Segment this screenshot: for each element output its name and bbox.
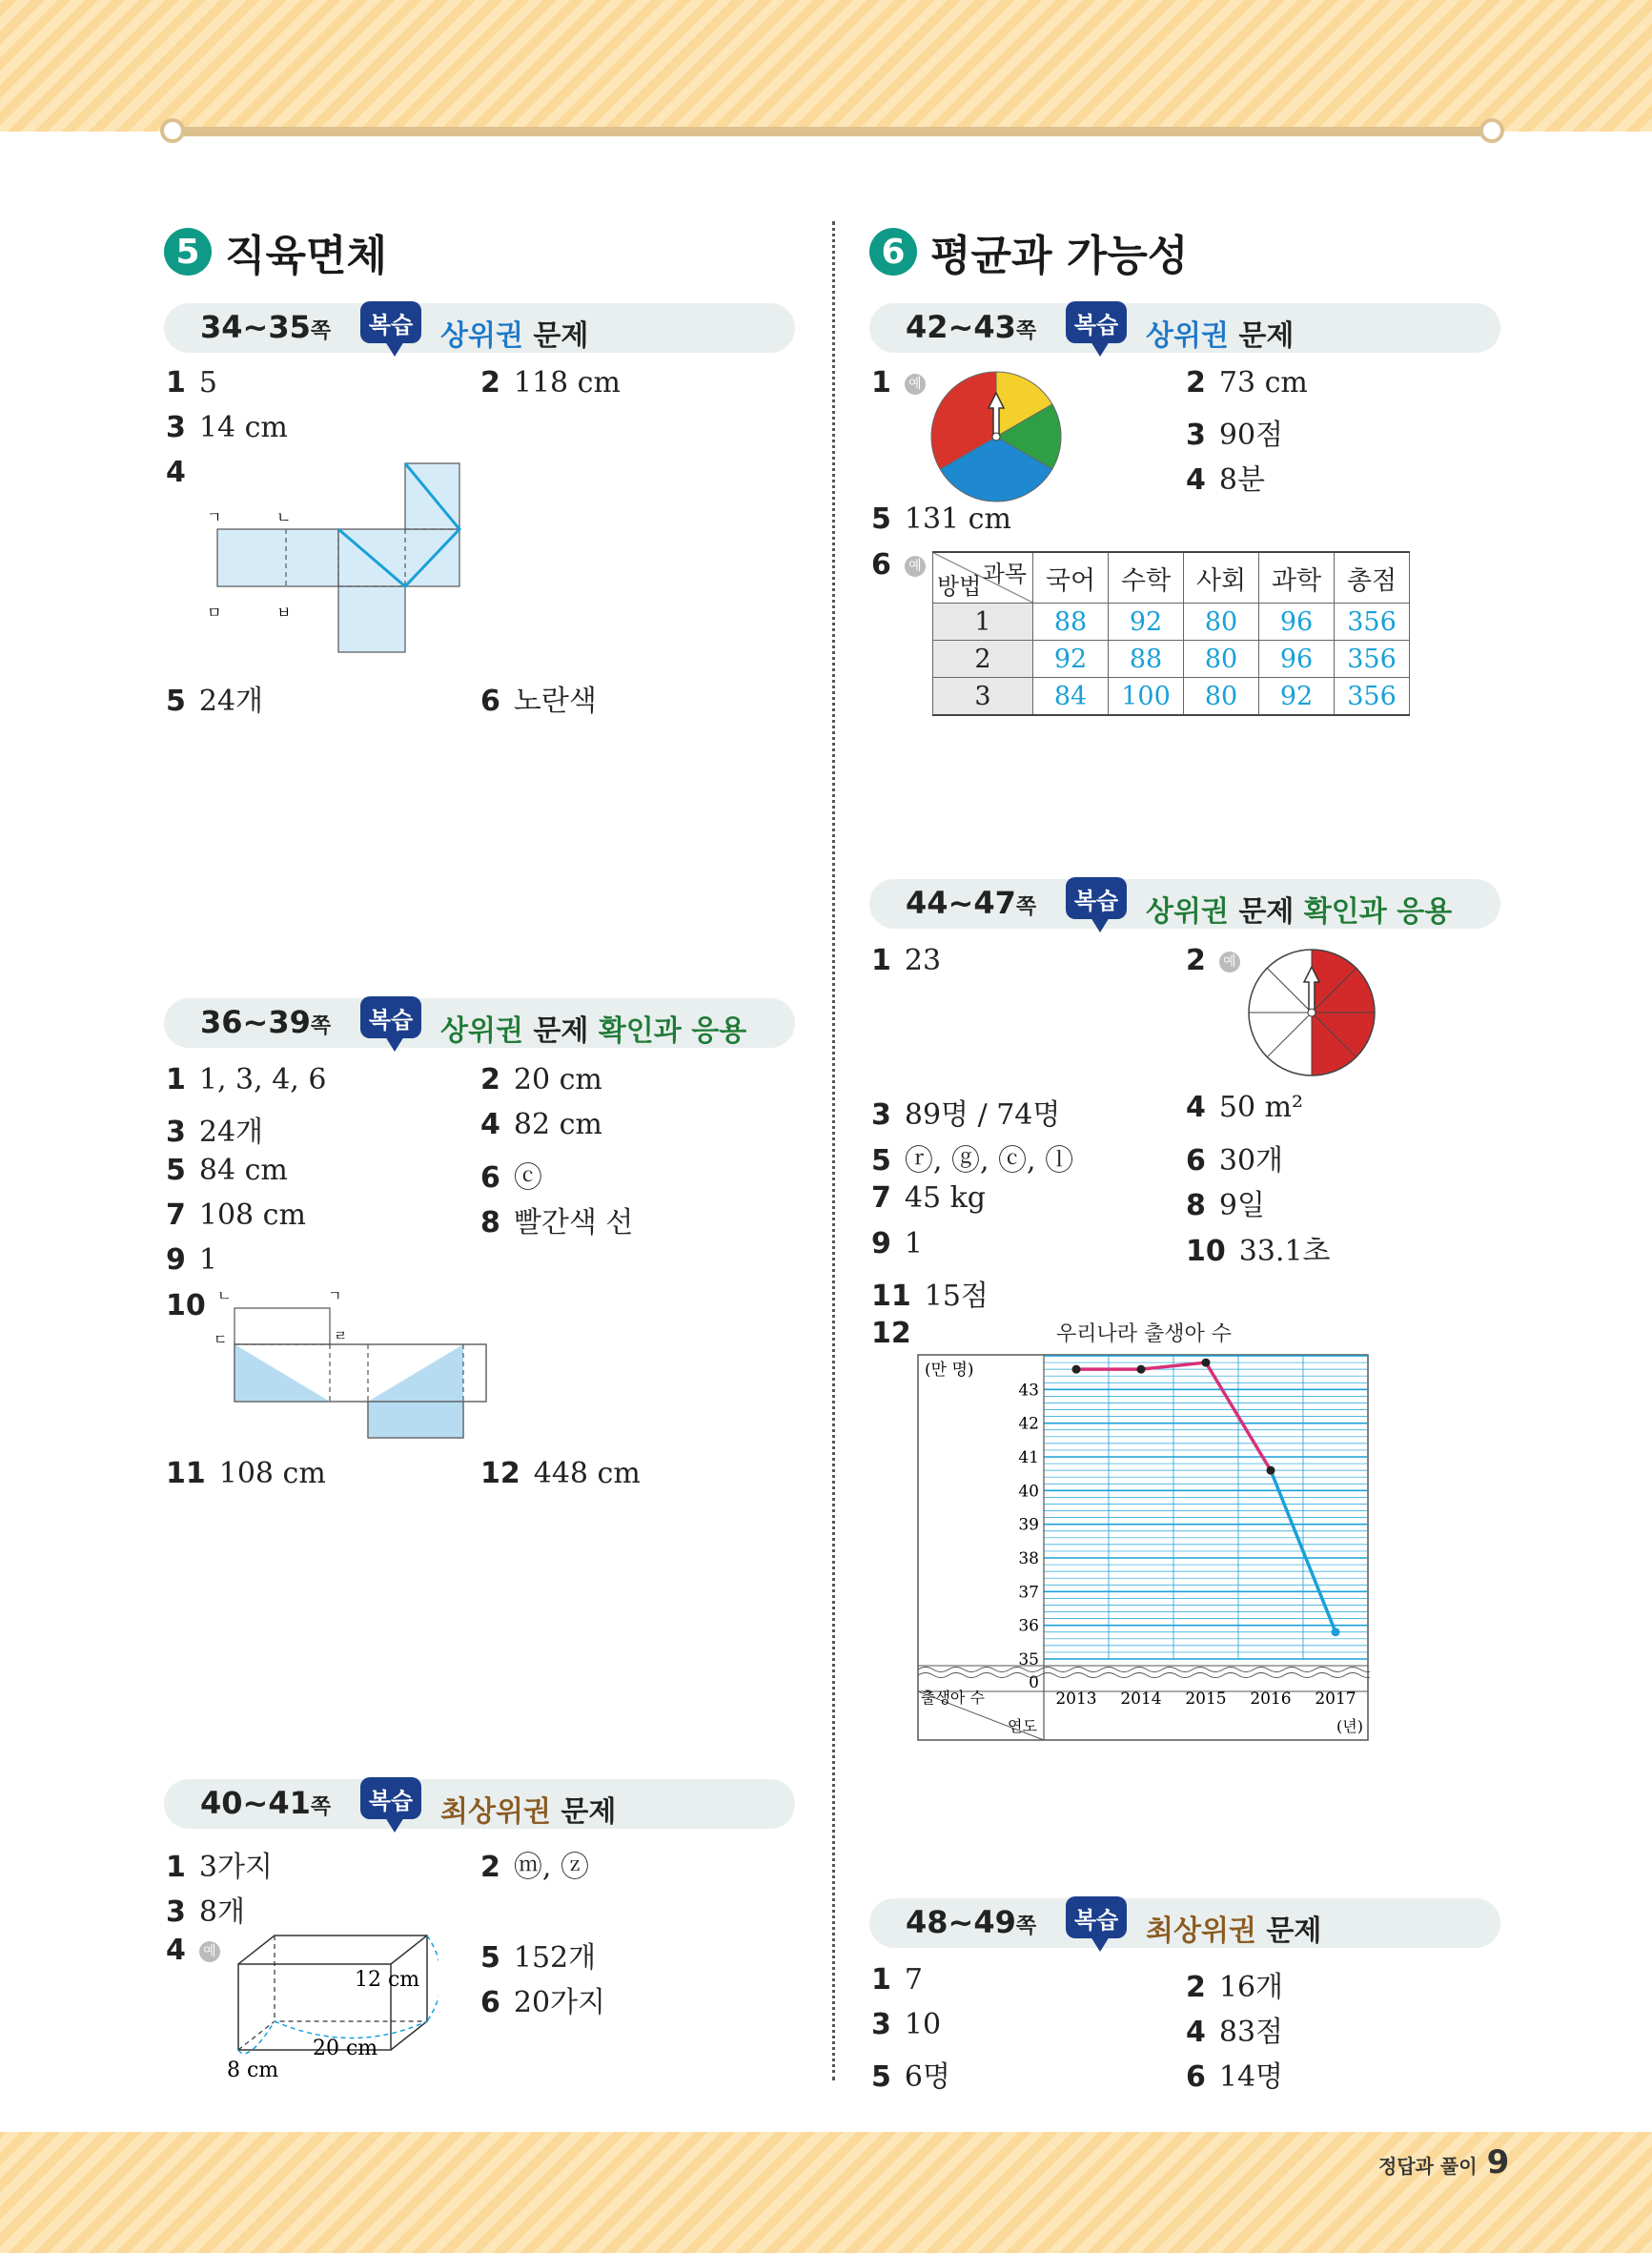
answer-item: 6 20가지 [480, 1986, 606, 2019]
table-header: 사회 [1184, 552, 1259, 604]
top-decor-band [0, 0, 1652, 132]
answer-item: 2 73 cm [1186, 366, 1308, 399]
chart-title: 우리나라 출생아 수 [1056, 1322, 1233, 1346]
section-title: 최상위권 문제 [440, 1795, 617, 1829]
x-tick-label: 2013 [1055, 1690, 1097, 1709]
y-tick-label: 38 [1018, 1549, 1039, 1568]
answer-item: 4 예 [166, 1934, 220, 1967]
answer-item: 1 3가지 [166, 1851, 273, 1884]
section-title: 상위권 문제 확인과 응용 [440, 1014, 747, 1048]
answer-item: 6 노란색 [480, 685, 597, 718]
answer-item: 6 ⓒ [480, 1161, 542, 1195]
y-tick-label: 43 [1018, 1381, 1039, 1401]
answer-item: 11 108 cm [166, 1457, 326, 1490]
net-label: ㅂ [276, 604, 292, 622]
review-badge: 복습 [360, 996, 421, 1038]
chart-xlabel: 연도 [1008, 1717, 1037, 1735]
page-number: 9 [1486, 2143, 1510, 2181]
answer-item: 9 1 [871, 1227, 923, 1260]
y-tick-label: 37 [1018, 1583, 1039, 1603]
answer-item: 3 24개 [166, 1116, 264, 1149]
answer-item: 5 24개 [166, 685, 264, 718]
review-badge: 복습 [1066, 301, 1127, 343]
table-header: 수학 [1109, 552, 1184, 604]
example-mark: 예 [905, 556, 926, 577]
answer-item: 3 89명 / 74명 [871, 1098, 1061, 1132]
rule-end-left [160, 118, 185, 143]
table-row: 2 92 88 80 96 356 [933, 641, 1410, 678]
answer-item: 1 1, 3, 4, 6 [166, 1063, 327, 1096]
chart-ylabel: (만 명) [925, 1361, 974, 1380]
birth-line-chart [917, 1354, 1370, 1743]
example-mark: 예 [905, 374, 926, 395]
dimension-label: 8 cm [227, 2058, 279, 2082]
answer-item: 10 33.1초 [1186, 1235, 1331, 1268]
data-point [1332, 1628, 1340, 1636]
section-title: 상위권 문제 확인과 응용 [1146, 895, 1453, 929]
table-header: 총점 [1335, 552, 1410, 604]
section-pages: 48~49쪽 [906, 1904, 1037, 1940]
answer-item: 3 10 [871, 2008, 942, 2041]
chapter-title-text: 평균과 가능성 [930, 232, 1189, 280]
column-divider [832, 221, 835, 2080]
section-pages: 42~43쪽 [906, 309, 1037, 345]
section-pages: 36~39쪽 [200, 1004, 332, 1040]
rule-end-right [1479, 118, 1504, 143]
answer-item: 12 [871, 1317, 911, 1350]
answer-item: 2 118 cm [480, 366, 621, 399]
y-tick-label: 0 [1029, 1673, 1039, 1692]
table-header: 과학 [1259, 552, 1335, 604]
section-bar-34-35 [164, 303, 795, 353]
answer-item: 3 14 cm [166, 411, 288, 444]
answer-item: 9 1 [166, 1243, 217, 1277]
review-badge: 복습 [1066, 1896, 1127, 1938]
answer-item: 7 108 cm [166, 1198, 306, 1232]
answer-item: 10 [166, 1289, 206, 1322]
chapter-6-title [869, 221, 1188, 282]
net-label: ㄴ [276, 508, 292, 526]
answer-item: 5 6명 [871, 2060, 950, 2094]
footer-text: 정답과 풀이 [1378, 2155, 1478, 2178]
review-badge: 복습 [360, 1777, 421, 1819]
section-pages: 40~41쪽 [200, 1785, 332, 1821]
y-tick-label: 41 [1018, 1448, 1039, 1467]
example-mark: 예 [1219, 952, 1240, 973]
net-diagram-2 [212, 1287, 517, 1444]
chapter-number: 6 [869, 228, 917, 276]
net-label: ㅁ [207, 604, 222, 622]
section-bar-48-49 [869, 1898, 1500, 1948]
y-tick-label: 36 [1018, 1616, 1039, 1636]
page-footer [1378, 2143, 1509, 2181]
answer-item: 1 23 [871, 944, 942, 977]
answer-item: 4 82 cm [480, 1108, 602, 1141]
answer-item: 3 90점 [1186, 419, 1284, 452]
answer-item: 12 448 cm [480, 1457, 641, 1490]
section-title: 상위권 문제 [1146, 319, 1295, 353]
data-point [1202, 1359, 1211, 1367]
table-row: 1 88 92 80 96 356 [933, 604, 1410, 641]
chart-xunit: (년) [1336, 1717, 1363, 1735]
answer-item: 5 131 cm [871, 502, 1011, 536]
net-label: ㄴ [217, 1287, 232, 1304]
section-pages: 44~47쪽 [906, 885, 1037, 921]
answer-item: 4 8분 [1186, 463, 1265, 497]
section-bar-44-47 [869, 879, 1500, 929]
section-bar-36-39 [164, 998, 795, 1048]
answer-item: 3 8개 [166, 1895, 245, 1929]
data-point [1267, 1466, 1275, 1475]
chart-corner-label: 출생아 수 [921, 1689, 985, 1707]
chapter-title-text: 직육면체 [225, 232, 388, 280]
answer-item: 4 [166, 456, 186, 489]
y-tick-label: 42 [1018, 1414, 1039, 1434]
answer-item: 4 83점 [1186, 2016, 1284, 2049]
answer-item: 1 7 [871, 1963, 923, 1997]
net-label: ㄷ [214, 1331, 228, 1348]
x-tick-label: 2017 [1315, 1690, 1356, 1709]
answer-item: 4 50 m² [1186, 1091, 1304, 1124]
net-label: ㄱ [207, 508, 222, 526]
net-label: ㄱ [328, 1287, 342, 1304]
review-badge: 복습 [360, 301, 421, 343]
x-tick-label: 2016 [1250, 1690, 1292, 1709]
answer-item: 7 45 kg [871, 1181, 986, 1215]
y-tick-label: 35 [1018, 1650, 1039, 1669]
x-tick-label: 2014 [1120, 1690, 1162, 1709]
answer-item: 5 84 cm [166, 1154, 288, 1187]
answer-item: 6 14명 [1186, 2060, 1284, 2094]
answer-item: 1 5 [166, 366, 217, 399]
section-bar-40-41 [164, 1779, 795, 1829]
section-pages: 34~35쪽 [200, 309, 332, 345]
data-point [1137, 1365, 1146, 1374]
answer-item: 2 ⓜ, ⓩ [480, 1851, 589, 1884]
answer-item: 2 16개 [1186, 1971, 1284, 2004]
spinner-1 [929, 370, 1063, 503]
table-corner: 과목 방법 [933, 552, 1033, 604]
net-label: ㄹ [334, 1327, 348, 1344]
spinner-2 [1247, 948, 1377, 1077]
section-bar-42-43 [869, 303, 1500, 353]
chapter-5-title [164, 221, 387, 282]
net-diagram-1 [195, 458, 481, 667]
answer-item: 5 ⓡ, ⓖ, ⓒ, ⓛ [871, 1144, 1074, 1178]
answer-item: 8 9일 [1186, 1189, 1265, 1222]
score-table [932, 551, 1410, 716]
dimension-label: 20 cm [313, 2037, 378, 2060]
y-tick-label: 39 [1018, 1515, 1039, 1535]
top-rule [170, 127, 1489, 136]
cuboid-diagram [219, 1931, 438, 2083]
answer-item: 2 예 [1186, 944, 1240, 977]
answer-item: 5 152개 [480, 1941, 597, 1975]
answer-item: 11 15점 [871, 1280, 989, 1313]
dimension-label: 12 cm [355, 1968, 420, 1992]
x-tick-label: 2015 [1185, 1690, 1227, 1709]
answer-item: 8 빨간색 선 [480, 1206, 634, 1239]
review-badge: 복습 [1066, 877, 1127, 919]
answer-item: 6 예 [871, 548, 926, 582]
chapter-number: 5 [164, 228, 212, 276]
section-title: 상위권 문제 [440, 319, 589, 353]
y-tick-label: 40 [1018, 1482, 1039, 1502]
answer-item: 1 예 [871, 366, 926, 399]
example-mark: 예 [199, 1941, 220, 1962]
section-title: 최상위권 문제 [1146, 1915, 1322, 1948]
answer-item: 6 30개 [1186, 1144, 1284, 1178]
table-row: 3 84 100 80 92 356 [933, 678, 1410, 716]
table-header: 국어 [1033, 552, 1109, 604]
answer-item: 2 20 cm [480, 1063, 602, 1096]
data-point [1072, 1365, 1081, 1374]
